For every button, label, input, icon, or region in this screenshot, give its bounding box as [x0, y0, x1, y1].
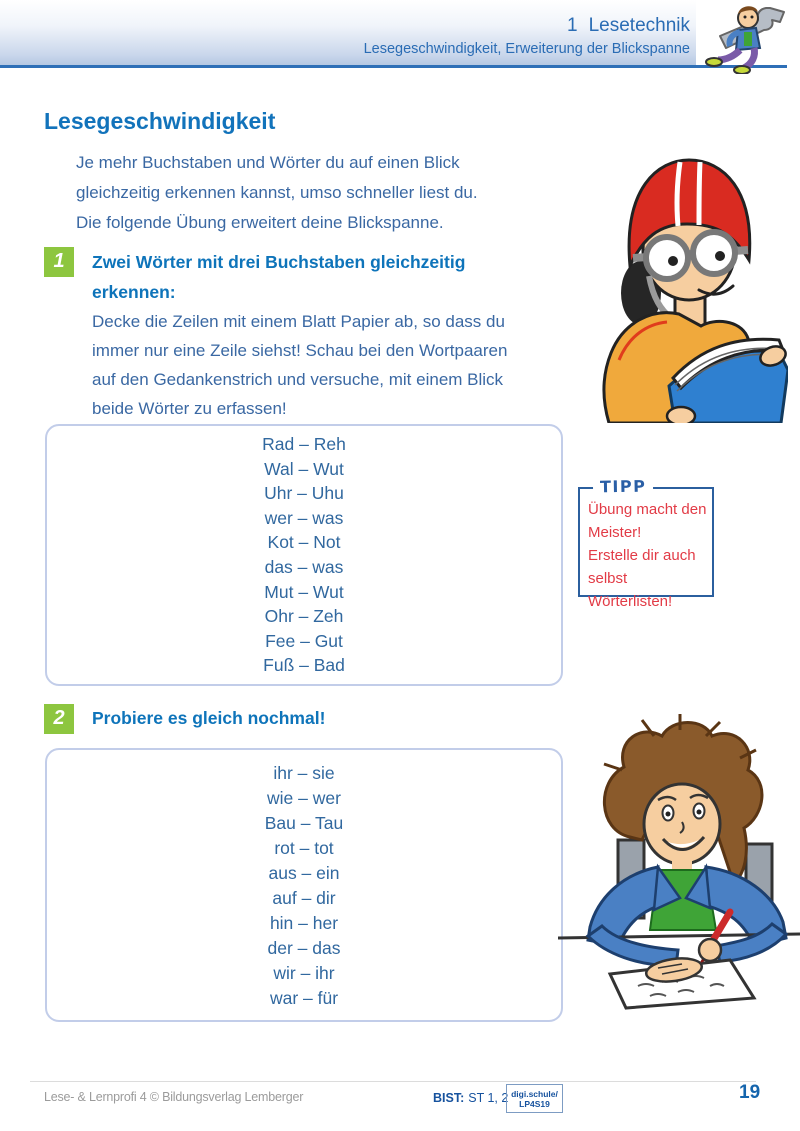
- word-pair: ihr – sie: [273, 763, 335, 783]
- exercise-1-instructions: [92, 307, 507, 423]
- page-number: 19: [739, 1082, 761, 1103]
- footer-divider: [30, 1081, 756, 1082]
- tip-text: [580, 489, 712, 613]
- word-pair: wie – wer: [267, 788, 341, 808]
- word-pair: hin – her: [269, 913, 339, 933]
- digi-schule-code: LP4S19: [519, 1099, 550, 1109]
- exercise-1-number-badge: 1: [44, 247, 74, 277]
- digi-schule-link-box[interactable]: [506, 1084, 563, 1113]
- word-pair-box-1: [45, 424, 563, 686]
- exercise-1-heading-line: erkennen:: [92, 282, 176, 302]
- intro-line: Je mehr Buchstaben und Wörter du auf einen Blick: [76, 153, 460, 172]
- racer-reading-book-illustration: [583, 138, 788, 423]
- word-pair: Rad – Reh: [262, 434, 346, 454]
- word-pair: Uhr – Uhu: [264, 483, 344, 504]
- girl-writing-illustration: [558, 712, 800, 1012]
- instruction-line: Decke die Zeilen mit einem Blatt Papier ab, so dass du: [92, 312, 505, 331]
- word-pair: auf – dir: [272, 888, 336, 908]
- tip-line: Meister!: [588, 524, 642, 541]
- word-pair: Mut – Wut: [264, 581, 344, 602]
- footer-bist: [433, 1091, 508, 1105]
- exercise-1-heading-line: Zwei Wörter mit drei Buchstaben gleichzeitig: [92, 252, 466, 272]
- word-pair: wer – was: [264, 507, 344, 528]
- digi-schule-url-line: digi.schule/: [511, 1089, 558, 1099]
- word-pair: Kot – Not: [267, 532, 341, 553]
- header-chapter: [567, 15, 690, 37]
- instruction-line: beide Wörter zu erfassen!: [92, 399, 287, 418]
- word-pair: war – für: [269, 988, 339, 1008]
- word-pair: das – was: [264, 556, 344, 577]
- tip-line: selbst Wörterlisten!: [588, 570, 673, 610]
- chapter-title: Lesetechnik: [588, 15, 690, 36]
- word-pair: Bau – Tau: [264, 813, 344, 833]
- tip-box: [578, 476, 714, 610]
- bist-value: ST 1, 2: [468, 1091, 509, 1105]
- word-pair-box-2: [45, 748, 563, 1022]
- exercise-2-number-badge: 2: [44, 704, 74, 734]
- intro-paragraph: [76, 148, 478, 238]
- footer-imprint: Lese- & Lernprofi 4 © Bildungsverlag Lemberger: [44, 1090, 304, 1104]
- intro-line: gleichzeitig erkennen kannst, umso schneller liest du.: [76, 183, 478, 202]
- word-pair: Ohr – Zeh: [264, 606, 344, 627]
- exercise-2-heading: Probiere es gleich nochmal!: [92, 708, 326, 728]
- word-pair: wir – ihr: [273, 963, 335, 983]
- chapter-number: 1: [567, 15, 578, 36]
- word-pair: Wal – Wut: [264, 458, 344, 479]
- tip-line: Erstelle dir auch: [588, 547, 696, 564]
- exercise-1-heading: [92, 247, 465, 307]
- instruction-line: immer nur eine Zeile siehst! Schau bei den Wortpaaren: [92, 341, 508, 360]
- instruction-line: auf den Gedankenstrich und versuche, mit einem Blick: [92, 370, 504, 389]
- word-pair: der – das: [267, 938, 341, 958]
- tip-line: Übung macht den: [588, 501, 707, 518]
- boy-with-wrench-icon: [696, 2, 791, 74]
- tip-label: TIPP: [593, 476, 654, 496]
- word-pair: rot – tot: [274, 838, 334, 858]
- page-title: Lesegeschwindigkeit: [44, 108, 276, 134]
- header-subtitle: Lesegeschwindigkeit, Erweiterung der Blickspanne: [363, 41, 690, 57]
- word-pair: Fuß – Bad: [263, 655, 345, 676]
- intro-line: Die folgende Übung erweitert deine Blickspanne.: [76, 213, 444, 232]
- word-pair: Fee – Gut: [265, 630, 343, 651]
- bist-label: BIST:: [433, 1091, 465, 1105]
- header-divider: [0, 65, 787, 68]
- word-pair: aus – ein: [268, 863, 340, 883]
